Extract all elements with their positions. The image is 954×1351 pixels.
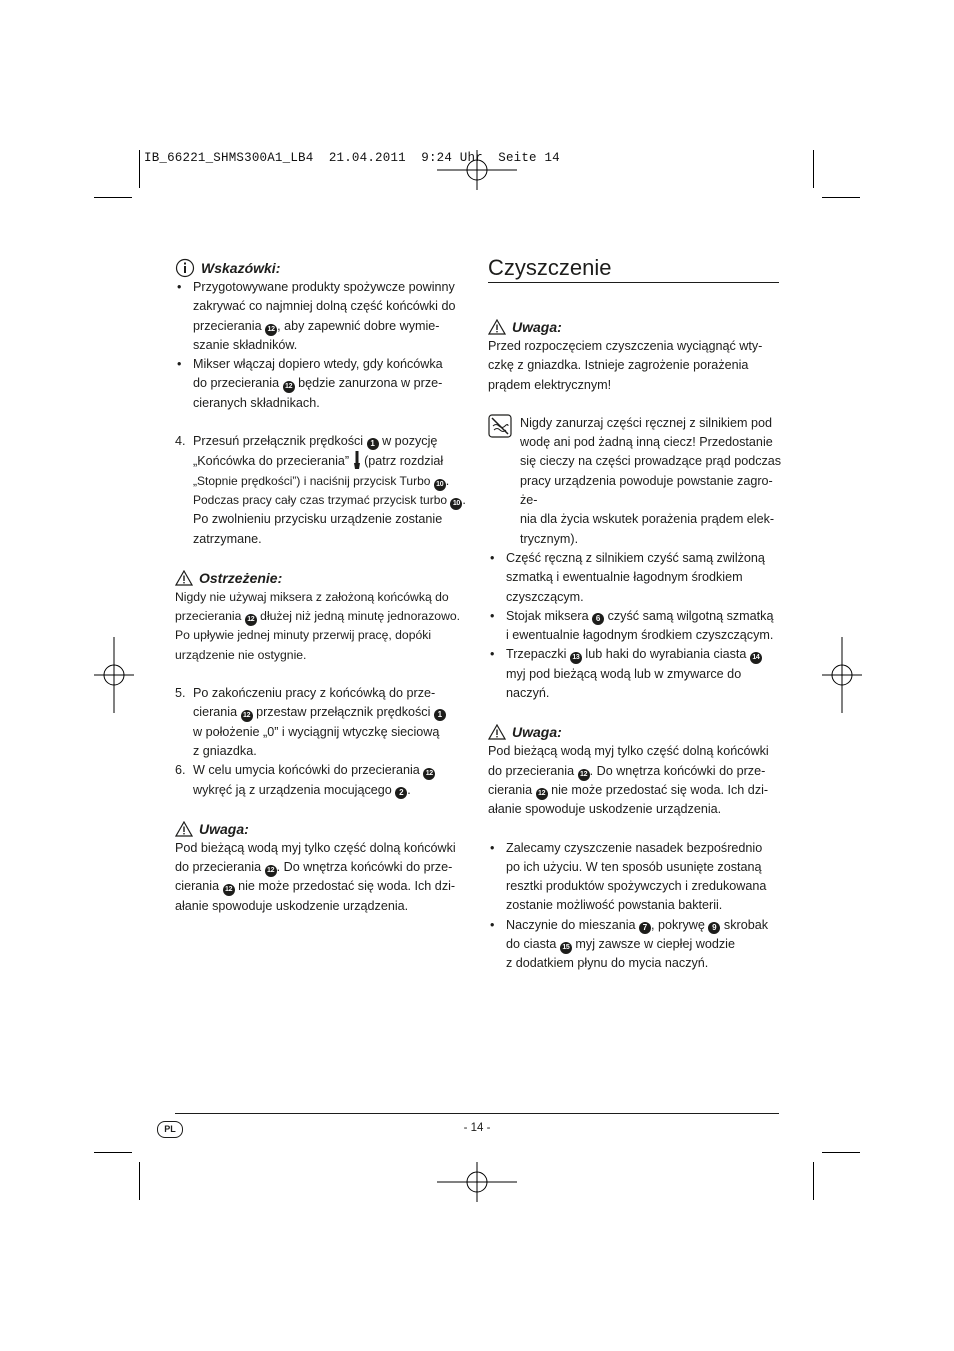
note1-heading	[488, 317, 782, 337]
part-number-badge: 15	[560, 942, 572, 954]
info-icon	[175, 258, 195, 278]
warning-text: Nigdy nie używaj miksera z założoną końcówką do przecierania 12 dłużej niż jedną minutę jednorazowo. Po upływie jednej minuty przerwij pracę, dopóki urządzenie nie ostygnie.	[175, 589, 461, 662]
warning-triangle-icon	[175, 570, 193, 586]
note-heading-text: Uwaga:	[199, 820, 249, 837]
part-number-badge: 12	[536, 788, 548, 800]
no-immersion-block	[488, 414, 782, 549]
print-slug: IB_66221_SHMS300A1_LB4 21.04.2011 9:24 Uhr Seite 14	[144, 151, 560, 165]
warning-triangle-icon	[175, 821, 193, 837]
part-number-badge: 1	[367, 438, 379, 450]
crop-mark	[822, 197, 860, 198]
warning-heading	[175, 568, 467, 588]
language-badge: PL	[157, 1121, 183, 1138]
registration-mark-bottom	[437, 1162, 517, 1202]
part-number-badge: 1	[434, 709, 446, 721]
tips-list	[175, 278, 467, 413]
part-number-badge: 9	[708, 922, 720, 934]
part-number-badge: 2	[395, 787, 407, 799]
part-number-badge: 6	[592, 613, 604, 625]
registration-mark-right	[822, 637, 862, 713]
part-number-badge: 7	[639, 922, 651, 934]
crop-mark	[94, 197, 132, 198]
part-number-badge: 10	[434, 479, 446, 491]
registration-mark-left	[94, 637, 134, 713]
page-title: Czyszczenie	[488, 255, 612, 280]
warning-triangle-icon	[488, 724, 506, 740]
step-4: 4. Przesuń przełącznik prędkości 1 w pozycję „Końcówka do przecierania” (patrz rozdział „Stopnie prędkości”) i naciśnij przycisk Turbo 10 . Podczas pracy cały czas trzymać przycisk turbo 10 . Po zwolnieniu przycisku urządzenie zostanie zatrzymane.	[175, 434, 466, 546]
right-column	[488, 317, 782, 974]
title-rule	[488, 282, 779, 283]
tips-heading-text: Wskazówki:	[201, 260, 281, 276]
page-number: - 14 -	[463, 1122, 491, 1134]
note2-heading-text: Uwaga:	[512, 724, 562, 741]
part-number-badge: 12	[265, 324, 277, 336]
step-6: 6. W celu umycia końcówki do przecierania 12 wykręć ją z urządzenia mocującego 2 .	[175, 761, 467, 800]
crop-mark	[139, 150, 140, 188]
crop-mark	[94, 1152, 132, 1153]
crop-mark	[822, 1152, 860, 1153]
blender-tip-icon	[353, 451, 361, 469]
part-number-badge: 13	[570, 652, 582, 664]
list-item: • Mikser włączaj dopiero wtedy, gdy końcówka do przecierania 12 będzie zanurzona w prze- cieranych składnikach.	[175, 355, 467, 413]
list-item: • Naczynie do mieszania 7 , pokrywę 9 skrobak do ciasta 15 myj zawsze w ciepłej wodzie z dodatkiem płynu do mycia naczyń.	[488, 916, 782, 974]
part-number-badge: 12	[578, 769, 590, 781]
no-water-immersion-icon	[488, 414, 512, 438]
footer-rule	[175, 1113, 779, 1114]
cleaning-list-a	[488, 549, 782, 703]
step-5: 5. Po zakończeniu pracy z końcówką do prze- cierania 12 przestaw przełącznik prędkości 1 w położenie „0” i wyciągnij wtyczkę sieciową z gniazdka.	[175, 684, 467, 761]
part-number-badge: 14	[750, 652, 762, 664]
crop-mark	[813, 1162, 814, 1200]
crop-mark	[139, 1162, 140, 1200]
part-number-badge: 12	[283, 381, 295, 393]
steps-list-a	[175, 432, 467, 549]
note2-heading	[488, 722, 782, 742]
list-item: • Trzepaczki 13 lub haki do wyrabiania ciasta 14 myj pod bieżącą wodą lub w zmywarce do naczyń.	[488, 645, 782, 703]
note2-text: Pod bieżącą wodą myj tylko część dolną końcówki do przecierania 12 . Do wnętrza końcówki do prze- cierania 12 nie może przedostać się woda. Ich dzi- ałanie spowoduje uskodzenie urządzenia.	[488, 744, 769, 817]
note1-text: Przed rozpoczęciem czyszczenia wyciągnąć wty- czkę z gniazdka. Istnieje zagrożenie porażenia prądem elektrycznym!	[488, 339, 763, 392]
list-item: • Przygotowywane produkty spożywcze powinny zakrywać co najmniej dolną część końcówki do przecierania 12 , aby zapewnić dobre wymie- szanie składników.	[175, 278, 467, 355]
warning-heading-text: Ostrzeżenie:	[199, 569, 283, 586]
part-number-badge: 10	[450, 498, 462, 510]
warning-triangle-icon	[488, 319, 506, 335]
note-heading	[175, 819, 467, 839]
list-item: • Część ręczną z silnikiem czyść samą zwilżoną szmatką i ewentualnie łagodnym środkiem czyszczącym.	[488, 549, 782, 607]
note1-heading-text: Uwaga:	[512, 319, 562, 335]
part-number-badge: 12	[223, 884, 235, 896]
tips-heading	[175, 258, 467, 278]
part-number-badge: 12	[241, 710, 253, 722]
no-immersion-text: Nigdy zanurzaj części ręcznej z silnikiem pod wodę ani pod żadną inną ciecz! Przedostanie się cieczy na części prowadzące prąd podczas pracy urządzenia powoduje powstanie zagro-że- nia dla życia wskutek porażenia prądem elek- trycznym).	[520, 415, 782, 546]
part-number-badge: 12	[245, 614, 257, 626]
list-item: • Stojak miksera 6 czyść samą wilgotną szmatką i ewentualnie łagodnym środkiem czyszczącym.	[488, 607, 782, 646]
cleaning-list-b	[488, 839, 782, 974]
part-number-badge: 12	[423, 768, 435, 780]
part-number-badge: 12	[265, 865, 277, 877]
steps-list-b	[175, 684, 467, 800]
left-column	[175, 258, 467, 916]
list-item: • Zalecamy czyszczenie nasadek bezpośrednio po ich użyciu. W ten sposób usunięte zostaną resztki produktów spożywczych i zredukowana zostanie możliwość powstania bakterii.	[488, 839, 782, 916]
crop-mark	[813, 150, 814, 188]
note-text: Pod bieżącą wodą myj tylko część dolną końcówki do przecierania 12 . Do wnętrza końcówki do prze- cierania 12 nie może przedostać się woda. Ich dzi- ałanie spowoduje uskodzenie urządzenia.	[175, 840, 456, 913]
